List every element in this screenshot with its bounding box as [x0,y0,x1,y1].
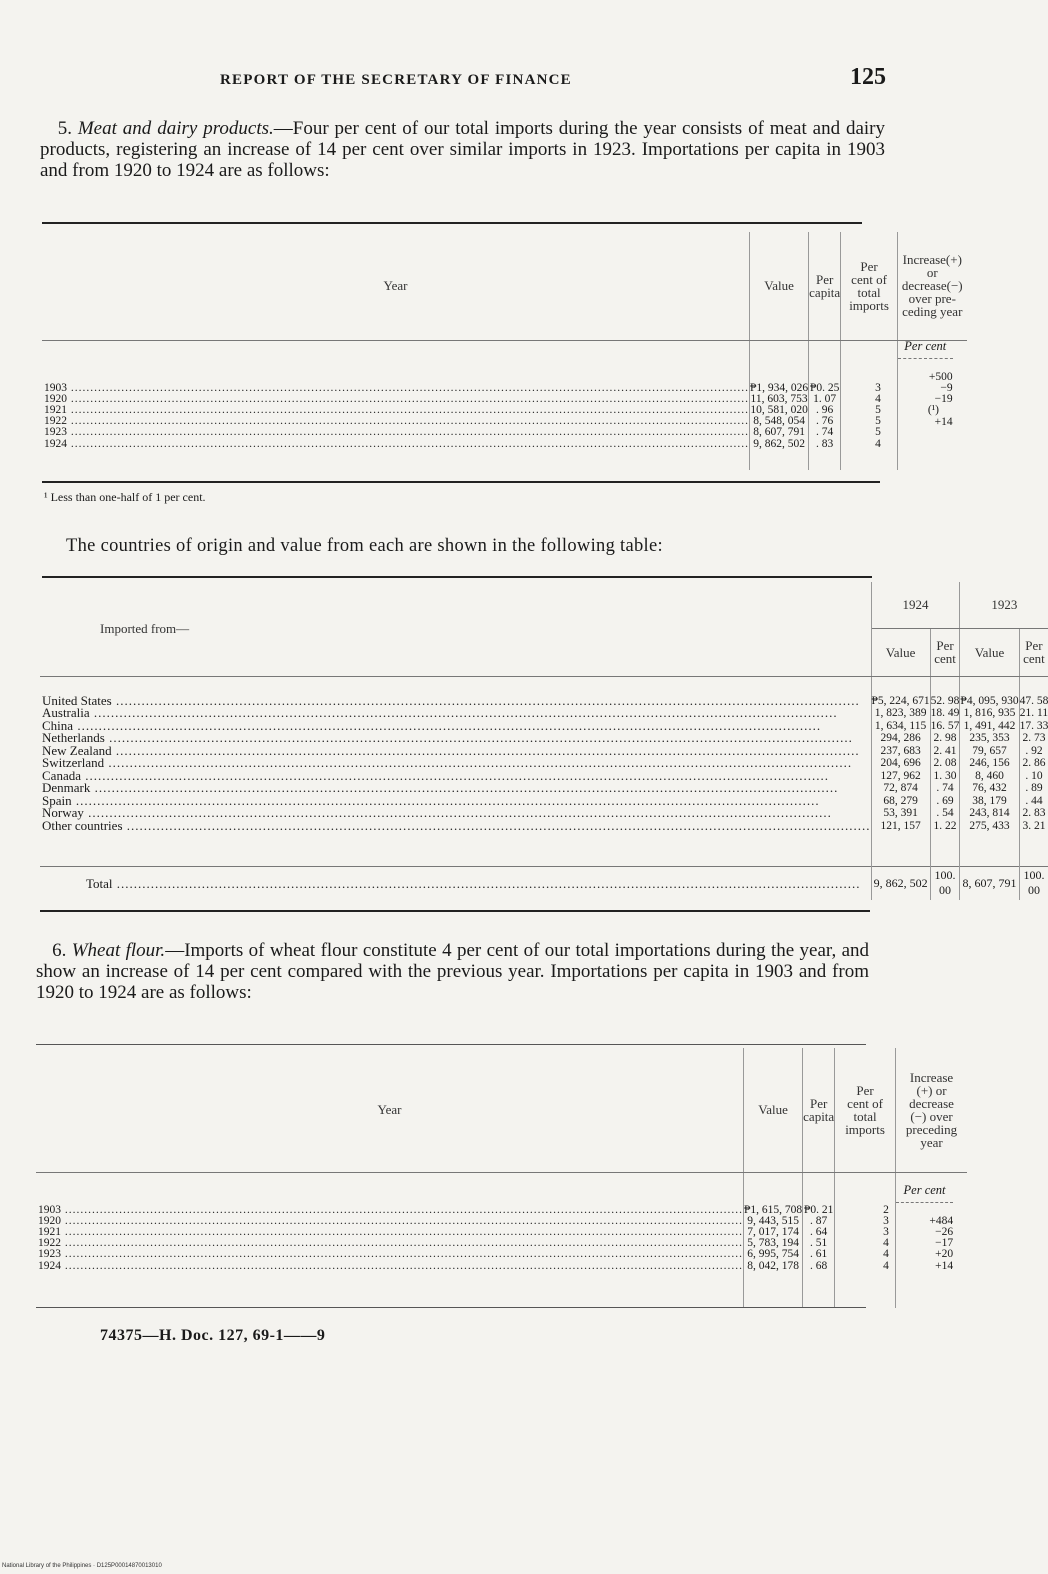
table2-bottom-rule [40,910,870,912]
per-cent-cell: . 44 [1025,794,1043,807]
value-cell: 8, 460 [975,769,1004,782]
year-cell: 1920 ..... [38,1216,743,1227]
value-column [750,340,809,470]
value-cell: 8, 607, 791 [753,426,805,439]
col-header-year: Year [42,232,750,340]
year-cell: 1922 ..... [38,1238,743,1249]
per-cent-cell: 4 [883,1248,889,1261]
section-number: 6. [52,940,67,961]
per-cent-cell: 3 [883,1225,889,1238]
year-column [36,1172,744,1308]
value-cell: 76, 432 [972,782,1007,794]
per-capita-cell: . 61 [810,1248,828,1261]
table-wheat-flour [36,1048,967,1308]
value-cell: 68, 279 [883,794,918,807]
col-header-value-1923: Value [960,628,1019,676]
per-cent-cell: 5 [875,404,881,417]
per-cent-cell: 3 [883,1214,889,1227]
per-cent-cell: 1. 30 [933,769,957,782]
per-cent-cell: 21. 11 [1019,707,1048,719]
country-cell: Other countries ..... [42,820,871,833]
year-cell: 1923 ..... [44,427,749,438]
value-cell: ₱5, 224, 671 [871,694,930,707]
paragraph-meat-dairy [40,118,885,181]
value-cell: 72, 874 [883,782,918,794]
change-cell: +500 [928,370,953,383]
change-cell: −17 [935,1237,954,1250]
col-header-per-cent-1924: Per cent [930,628,960,676]
change-cell: +20 [935,1248,954,1261]
change-unit-label: Per cent [903,1182,946,1197]
total-value-1923: 8, 607, 791 [960,866,1019,900]
change-cell: +14 [934,415,953,428]
per-cent-cell: . 10 [1025,769,1043,782]
per-cent-cell: . 92 [1025,744,1043,757]
change-cell: −9 [940,381,953,394]
country-cell: Switzerland ..... [42,757,871,770]
change-unit-rule [896,1202,953,1203]
per-capita-cell: . 64 [810,1225,828,1238]
country-cell: United States ..... [42,695,871,708]
page-header [40,64,890,104]
per-capita-cell: ₱0. 25 [809,381,840,394]
per-cent-cell: 5 [875,415,881,428]
change-column [895,1172,967,1308]
per-capita-cell: 1. 07 [813,392,837,405]
per-cent-cell: 4 [883,1237,889,1250]
paragraph-wheat-flour [36,940,869,1003]
intro-sentence: The countries of origin and value from each are shown in the following table: [66,536,663,556]
per-cent-cell: . 69 [936,794,954,807]
value-cell: 8, 042, 178 [747,1259,799,1272]
per-cent-column [835,1172,896,1308]
per-capita-cell: . 76 [816,415,834,428]
per-cent-cell: 1. 22 [933,819,957,832]
year-cell: 1920 ..... [44,394,749,405]
table-meat-dairy [42,232,967,470]
section-heading: Meat and dairy products. [77,118,274,139]
per-cent-cell: 2. 08 [933,757,957,769]
col-header-value-1924: Value [871,628,930,676]
value-cell: 1, 816, 935 [963,707,1016,719]
per-cent-1924-column [930,676,960,866]
total-label: Total ..... [86,878,871,889]
value-cell: 5, 783, 194 [747,1237,799,1250]
col-header-value: Value [744,1048,803,1172]
table-countries-of-origin [40,582,1048,900]
per-capita-cell: . 51 [810,1237,828,1250]
year-cell: 1903 ..... [38,1205,743,1216]
col-header-per-cent: Per cent of total imports [835,1048,896,1172]
table3-bottom-rule [36,1307,866,1308]
value-cell: 243, 814 [969,807,1010,819]
value-cell: 8, 548, 054 [753,415,805,428]
value-cell: 237, 683 [880,744,921,757]
per-cent-cell: 3 [875,381,881,394]
value-cell: 246, 156 [969,757,1010,769]
per-cent-cell: 4 [875,392,881,405]
per-cent-cell: 16. 57 [930,719,960,732]
per-capita-column [803,1172,835,1308]
per-cent-cell: 2. 86 [1022,757,1046,769]
per-cent-cell: 5 [875,426,881,439]
year-column [42,340,750,470]
year-cell: 1924 ..... [38,1261,743,1272]
per-capita-cell: . 83 [816,437,834,450]
per-cent-cell: . 54 [936,807,954,819]
col-header-per-cent: Per cent of total imports [841,232,898,340]
value-cell: 38, 179 [972,794,1007,807]
col-header-imported-from: Imported from— [40,582,871,676]
value-cell: 1, 634, 115 [874,719,927,732]
value-1924-column [871,676,930,866]
per-capita-cell: . 87 [810,1214,828,1227]
value-cell: 7, 017, 174 [747,1225,799,1238]
per-cent-cell: 2. 98 [933,732,957,744]
total-per-cent-1923: 100. 00 [1019,866,1048,900]
value-cell: 6, 995, 754 [747,1248,799,1261]
value-column [744,1172,803,1308]
col-header-value: Value [750,232,809,340]
total-per-cent-1924: 100. 00 [930,866,960,900]
change-cell: (¹) [927,404,940,417]
change-cell: −19 [934,393,953,406]
per-cent-cell: 3. 21 [1022,819,1046,832]
running-title: REPORT OF THE SECRETARY OF FINANCE [220,72,572,88]
total-value-1924: 9, 862, 502 [871,866,930,900]
per-capita-cell: . 68 [810,1259,828,1272]
country-cell: Netherlands ..... [42,732,871,745]
value-cell: 1, 823, 389 [874,707,927,719]
per-cent-cell: 2. 41 [933,744,957,757]
year-cell: 1922 ..... [44,416,749,427]
per-capita-cell: . 96 [816,404,834,417]
value-cell: 11, 603, 753 [750,392,808,405]
value-cell: ₱1, 934, 026 [750,381,809,394]
change-unit-label: Per cent [904,338,947,353]
value-cell: 79, 657 [972,744,1007,757]
per-cent-column [841,340,898,470]
col-header-change: Increase (+) or decrease (−) over preceding year [895,1048,967,1172]
value-cell: 121, 157 [880,819,921,832]
value-cell: 1, 491, 442 [963,719,1016,732]
col-header-year: Year [36,1048,744,1172]
printer-footer: 74375—H. Doc. 127, 69-1——9 [100,1327,326,1344]
scan-credit: National Library of the Philippines · D125P00014870013010 [2,1563,162,1569]
country-column [40,676,871,866]
value-cell: ₱4, 095, 930 [960,694,1019,707]
value-cell: 9, 443, 515 [747,1214,799,1227]
per-capita-column [809,340,841,470]
section-heading: Wheat flour. [71,940,166,961]
year-cell: 1921 ..... [38,1227,743,1238]
section-number: 5. [57,118,72,139]
change-cell: +484 [929,1214,954,1227]
section-text: —Imports of wheat flour constitute 4 per cent of our total importations during the year, and show an increase of 14 per cent compared with the previous year. Importations per capita in 1903 and from 1920 to 1924 are as follows: [36,940,869,1003]
per-cent-cell: 2. 83 [1022,807,1046,819]
year-cell: 1924 ..... [44,439,749,450]
value-cell: 9, 862, 502 [753,437,805,450]
year-cell: 1903 ..... [44,383,749,394]
col-header-per-capita: Per capita [809,232,841,340]
country-cell: New Zealand ..... [42,745,871,758]
change-cell: +14 [935,1259,954,1272]
col-header-per-cent-1923: Per cent [1019,628,1048,676]
per-cent-cell: . 89 [1025,782,1043,794]
value-cell: 275, 433 [969,819,1010,832]
table1-bottom-rule [42,481,880,483]
value-cell: 127, 962 [880,769,921,782]
value-cell: ₱1, 615, 708 [744,1203,803,1216]
change-unit-rule [898,358,953,359]
per-cent-cell: 4 [875,437,881,450]
country-cell: Canada ..... [42,770,871,783]
value-cell: 235, 353 [969,732,1010,744]
col-header-per-capita: Per capita [803,1048,835,1172]
value-cell: 294, 286 [880,732,921,744]
per-capita-cell: ₱0. 21 [803,1203,834,1216]
per-cent-cell: 52. 98 [930,694,960,707]
year-cell: 1921 ..... [44,405,749,416]
value-cell: 10, 581, 020 [750,404,808,417]
year-cell: 1923 ..... [38,1249,743,1260]
per-cent-1923-column [1019,676,1048,866]
value-1923-column [960,676,1019,866]
table1-top-rule [42,222,862,224]
per-cent-cell: 2 [883,1203,889,1216]
per-cent-cell: 2. 73 [1022,732,1046,744]
table3-top-rule [36,1044,866,1045]
per-cent-cell: . 74 [936,782,954,794]
table2-top-rule [42,576,872,578]
page-number: 125 [850,64,886,90]
per-cent-cell: 18. 49 [930,707,960,719]
per-cent-cell: 4 [883,1259,889,1272]
country-cell: Spain ..... [42,795,871,808]
col-header-1924: 1924 [871,582,960,628]
value-cell: 53, 391 [883,807,918,819]
change-cell: −26 [935,1225,954,1238]
total-row [40,866,1048,900]
country-cell: Norway ..... [42,807,871,820]
col-header-change: Increase(+) or decrease(−) over pre-ceding year [897,232,966,340]
value-cell: 204, 696 [880,757,921,769]
country-cell: Denmark ..... [42,782,871,795]
country-cell: China ..... [42,720,871,733]
country-cell: Australia ..... [42,707,871,720]
change-column [897,340,966,470]
footnote: ¹ Less than one-half of 1 per cent. [44,490,206,504]
section-text: —Four per cent of our total imports during the year consists of meat and dairy products, registering an increase of 14 per cent over similar imports in 1923. Importations per capita in 1903 and from 1920 to 1924 are as follows: [40,118,886,181]
per-cent-cell: 17. 33 [1019,719,1048,732]
per-cent-cell: 47. 58 [1019,694,1048,707]
per-capita-cell: . 74 [816,426,834,439]
col-header-1923: 1923 [960,582,1048,628]
